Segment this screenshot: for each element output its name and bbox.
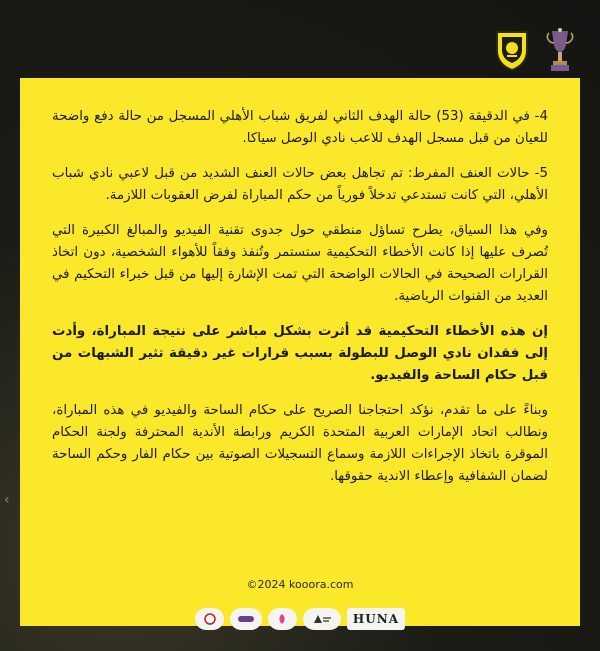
paragraph-2: 5- حالات العنف المفرط: تم تجاهل بعض حالات العنف الشديد من قبل لاعبي نادي شباب الأهلي، التي كانت تستدعي تدخلاً فورياً من حكم المباراة لفرض العقوبات اللازمة. [52, 166, 548, 203]
statement-card [20, 78, 580, 626]
statement-body [52, 106, 548, 501]
sponsor-4 [303, 608, 341, 630]
sponsor-bar [195, 606, 405, 632]
paragraph-4: إن هذه الأخطاء التحكيمية قد أثرت بشكل مباشر على نتيجة المباراة، وأدت إلى فقدان نادي الوصل للبطولة بسبب قرارات غير دقيقة تثير الشبهات من قبل حكام الساحة والفيديو. [52, 324, 548, 383]
club-crest-icon [494, 29, 530, 71]
logos [486, 22, 582, 78]
sponsor-2 [230, 608, 262, 630]
sponsor-huna: HUNA [347, 608, 405, 630]
paragraph-3: وفي هذا السياق، يطرح تساؤل منطقي حول جدوى تقنية الفيديو والمبالغ الكبيرة التي تُصرف عليها إذا كانت الأخطاء التحكيمية ستستمر وتُنفذ وفقاً للأهواء الشخصية، دون اتخاذ القرارات الصحيحة في الحالات الواضحة التي تمت الإشارة إليها من قبل خبراء التحكيم في العديد من القنوات الرياضية. [52, 223, 548, 304]
left-arrow-icon[interactable]: ‹ [4, 492, 10, 508]
paragraph-1: 4- في الدقيقة (53) حالة الهدف الثاني لفريق شباب الأهلي المسجل من حالة دفع واضحة للعيان من قبل مسجل الهدف للاعب نادي الوصل سياكا. [52, 109, 548, 146]
watermark: ©2024 kooora.com [246, 578, 354, 591]
sponsor-3 [268, 608, 297, 630]
header-bar [0, 0, 600, 78]
sponsor-1 [195, 608, 224, 630]
paragraph-5: وبناءً على ما تقدم، نؤكد احتجاجنا الصريح على حكام الساحة والفيديو في هذه المباراة، ونطالب اتحاد الإمارات العربية المتحدة الكريم ورابطة الأندية المحترفة ولجنة الحكام الموقرة باتخاذ الإجراءات اللازمة وسماع التسجيلات الصوتية بين حكام الفار وحكم الساحة لضمان الشفافية وإعطاء الاندية حقوقها. [52, 403, 548, 484]
trophy-icon [545, 27, 575, 73]
